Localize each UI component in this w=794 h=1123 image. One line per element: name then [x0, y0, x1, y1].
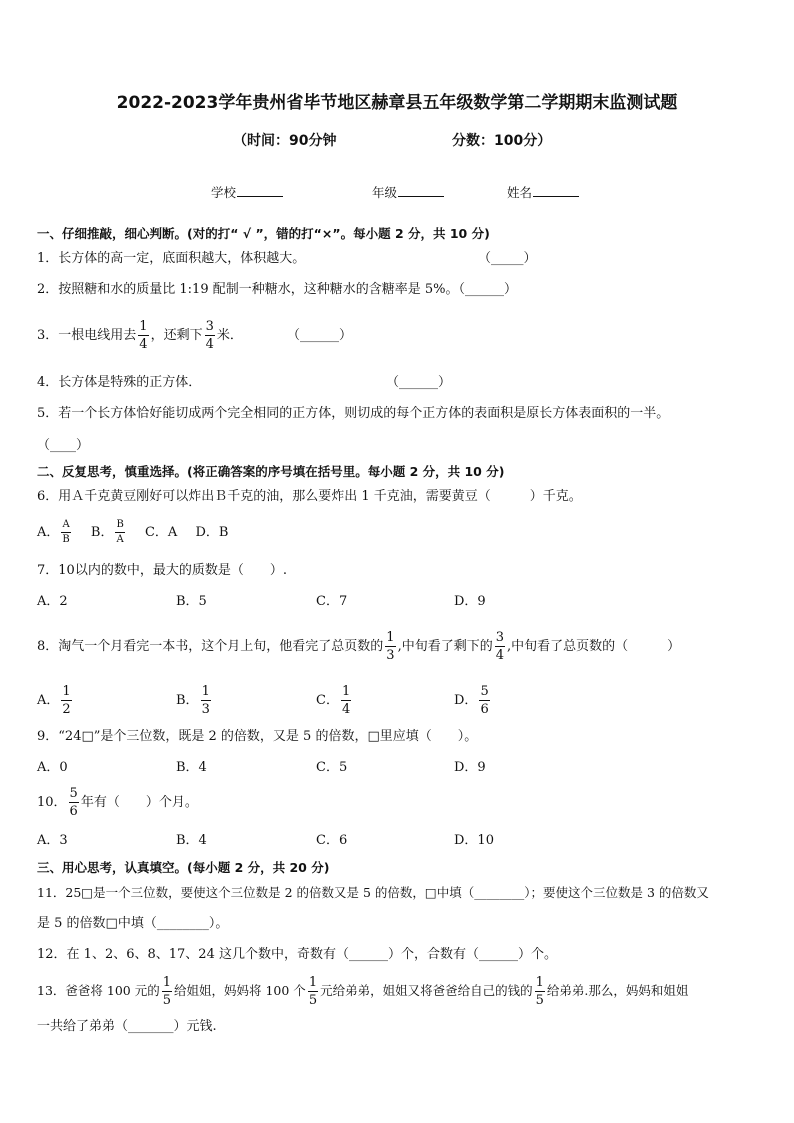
q10-text-pre: 10．	[37, 795, 67, 810]
name-label: 姓名	[507, 185, 533, 200]
question-1: 1．长方体的高一定，底面积越大，体积越大。	[37, 251, 306, 266]
school-blank[interactable]	[237, 184, 283, 197]
time-label: （时间：90分钟	[233, 133, 337, 149]
question-11-line-2: 是 5 的倍数□中填（________）。	[37, 916, 229, 931]
q13-text-2: 给姐姐，妈妈将 100 个	[174, 983, 306, 998]
q6-option-d[interactable]: D．B	[195, 525, 229, 540]
school-label: 学校	[211, 185, 237, 200]
q3-text-mid: ，还剩下	[150, 328, 203, 343]
q9-option-b[interactable]: B．4	[176, 760, 207, 775]
fraction-one-third: $\frac{1}{3}$	[201, 684, 210, 717]
q6-option-a[interactable]: A． $\frac{A}{B}$	[37, 519, 70, 545]
question-5-line-1: 5．若一个长方体恰好能切成两个完全相同的正方体，则切成的每个正方体的表面积是原长方体表面积的一半。	[37, 406, 670, 421]
q7-option-a[interactable]: A．2	[37, 594, 68, 609]
question-3	[37, 318, 243, 354]
q10-text-post: 年有（ ）个月。	[80, 795, 198, 810]
question-10	[37, 784, 198, 822]
q10-option-a[interactable]: A．3	[37, 833, 68, 848]
section-2-heading: 二、反复思考，慎重选择。(将正确答案的序号填在括号里。每小题 2 分，共 10 分)	[37, 464, 505, 479]
q7-option-c[interactable]: C．7	[316, 594, 348, 609]
q3-text-pre: 3．一根电线用去	[37, 328, 137, 343]
q6-option-b[interactable]: B． $\frac{B}{A}$	[90, 519, 124, 545]
q13-text-4: 给弟弟.那么，妈妈和姐姐	[546, 983, 689, 998]
q8-option-b[interactable]: B． $\frac{1}{3}$	[176, 684, 210, 717]
q8-text-post: ,中旬看了总页数的（ ）	[506, 639, 681, 654]
question-6: 6．用Ａ千克黄豆刚好可以炸出Ｂ千克的油，那么要炸出 1 千克油，需要黄豆（ ）千克。	[37, 489, 582, 504]
score-label: 分数：100分）	[452, 133, 552, 149]
q3-text-post: 米．	[216, 328, 243, 343]
q10-option-d[interactable]: D．10	[454, 833, 494, 848]
grade-blank[interactable]	[398, 184, 444, 197]
question-7: 7．10以内的数中，最大的质数是（ ）.	[37, 563, 287, 578]
q8-option-d[interactable]: D． $\frac{5}{6}$	[454, 684, 489, 717]
fraction-a-over-b: $\frac{A}{B}$	[62, 519, 70, 545]
q8-option-a[interactable]: A． $\frac{1}{2}$	[37, 684, 71, 717]
school-field[interactable]	[211, 183, 283, 201]
question-6-options	[37, 516, 228, 550]
q10-option-c[interactable]: C．6	[316, 833, 348, 848]
question-9: 9．“24□”是个三位数，既是 2 的倍数，又是 5 的倍数，□里应填（ ）。	[37, 729, 478, 744]
page-title: 2022-2023学年贵州省毕节地区赫章县五年级数学第二学期期末监测试题	[116, 93, 678, 113]
question-11-line-1: 11．25□是一个三位数，要使这个三位数是 2 的倍数又是 5 的倍数，□中填（________）；要使这个三位数是 3 的倍数又	[37, 885, 709, 900]
fraction-one-fifth: $\frac{1}{5}$	[162, 975, 171, 1008]
q9-option-d[interactable]: D．9	[454, 760, 486, 775]
question-4: 4．长方体是特殊的正方体．	[37, 375, 202, 390]
question-13-line-2: 一共给了弟弟（_______）元钱.	[37, 1019, 217, 1034]
name-blank[interactable]	[533, 184, 579, 197]
section-3-heading: 三、用心思考，认真填空。(每小题 2 分，共 20 分)	[37, 860, 330, 875]
fraction-one-fifth: $\frac{1}{5}$	[308, 975, 318, 1008]
fraction-one-half: $\frac{1}{2}$	[62, 684, 71, 717]
question-3-answer-blank[interactable]: （______）	[287, 328, 353, 343]
grade-field[interactable]	[372, 183, 444, 201]
q8-text-pre: 8．淘气一个月看完一本书，这个月上旬，他看完了总页数的	[37, 639, 384, 654]
fraction-five-sixths: $\frac{5}{6}$	[480, 684, 489, 717]
question-4-answer-blank[interactable]: （______）	[386, 375, 452, 390]
fraction-one-fifth: $\frac{1}{5}$	[535, 975, 544, 1008]
q9-option-c[interactable]: C．5	[316, 760, 348, 775]
q8-option-c[interactable]: C． $\frac{1}{4}$	[316, 684, 351, 717]
fraction-five-sixths: $\frac{5}{6}$	[69, 786, 78, 819]
section-1-heading: 一、仔细推敲，细心判断。(对的打“ √ ”，错的打“×”。每小题 2 分，共 10 分)	[37, 226, 490, 241]
question-13-line-1	[37, 972, 688, 1010]
q7-option-b[interactable]: B．5	[176, 594, 207, 609]
fraction-three-quarters: $\frac{3}{4}$	[205, 319, 214, 352]
fraction-one-third: $\frac{1}{3}$	[386, 630, 395, 663]
question-8	[37, 628, 680, 666]
q13-text-3: 元给弟弟，姐姐又将爸爸给自己的钱的	[320, 983, 533, 998]
q7-option-d[interactable]: D．9	[454, 594, 486, 609]
fraction-one-quarter: $\frac{1}{4}$	[139, 319, 148, 352]
question-1-answer-blank[interactable]: （_____）	[478, 251, 537, 266]
q10-option-b[interactable]: B．4	[176, 833, 207, 848]
q8-text-mid: ,中旬看了剩下的	[397, 639, 493, 654]
question-12: 12．在 1、2、6、8、17、24 这几个数中，奇数有（______）个，合数有（______）个。	[37, 947, 557, 962]
fraction-b-over-a: $\frac{B}{A}$	[116, 519, 124, 545]
fraction-one-quarter: $\frac{1}{4}$	[341, 684, 351, 717]
grade-label: 年级	[372, 185, 398, 200]
q13-text-1: 13．爸爸将 100 元的	[37, 983, 160, 998]
fraction-three-quarters: $\frac{3}{4}$	[495, 630, 504, 663]
q9-option-a[interactable]: A．0	[37, 760, 68, 775]
question-2: 2．按照糖和水的质量比 1:19 配制一种糖水，这种糖水的含糖率是 5%。（______）	[37, 282, 517, 297]
question-5-answer-blank[interactable]: （____）	[37, 438, 90, 453]
name-field[interactable]	[507, 183, 579, 201]
q6-option-c[interactable]: C．A	[144, 525, 178, 540]
